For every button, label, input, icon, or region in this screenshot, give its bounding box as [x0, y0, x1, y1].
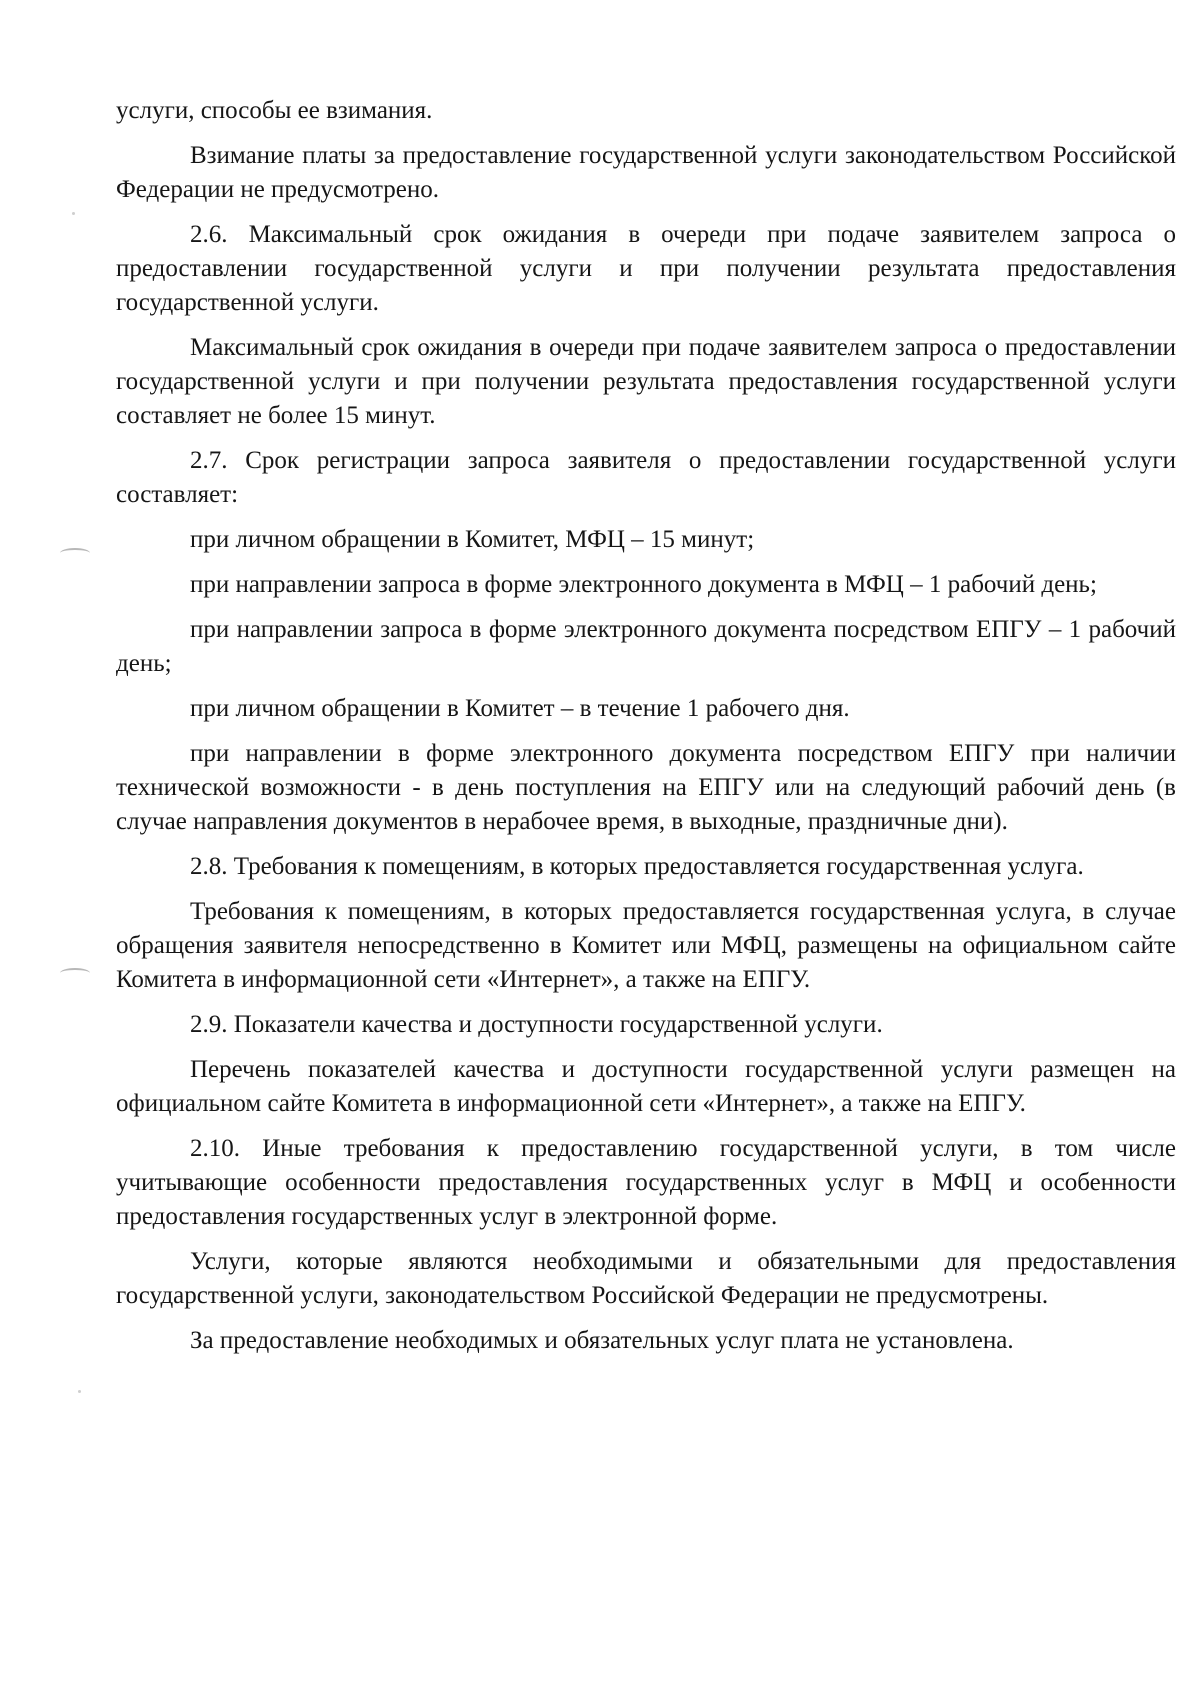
scan-artifact [60, 968, 90, 978]
paragraph: услуги, способы ее взимания. [116, 97, 433, 124]
section-heading-2-8: 2.8. Требования к помещениям, в которых предоставляется государственная услуга. [190, 853, 1084, 880]
paragraph: Услуги, которые являются необходимыми и обязательными для предоставления государственной услуги, законодательством Российской Федерации не предусмотрены. [116, 1248, 1176, 1309]
paragraph: Максимальный срок ожидания в очереди при подаче заявителем запроса о предоставлении государственной услуги и при получении результата предоставления государственной услуги составляет не более 15 минут. [116, 334, 1176, 429]
list-item: при направлении запроса в форме электронного документа посредством ЕПГУ – 1 рабочий день; [116, 616, 1176, 677]
list-item: при личном обращении в Комитет, МФЦ – 15 минут; [190, 526, 755, 553]
list-item: при направлении запроса в форме электронного документа в МФЦ – 1 рабочий день; [190, 571, 1097, 598]
section-heading-2-10: 2.10. Иные требования к предоставлению государственной услуги, в том числе учитывающие особенности предоставления государственных услуг в МФЦ и особенности предоставления государственных услуг в электронной форме. [116, 1135, 1176, 1230]
paragraph: Перечень показателей качества и доступности государственной услуги размещен на официальном сайте Комитета в информационной сети «Интернет», а также на ЕПГУ. [116, 1056, 1176, 1117]
section-heading-2-6: 2.6. Максимальный срок ожидания в очереди при подаче заявителем запроса о предоставлении государственной услуги и при получении результата предоставления государственной услуги. [116, 221, 1176, 316]
list-item: при направлении в форме электронного документа посредством ЕПГУ при наличии технической возможности - в день поступления на ЕПГУ или на следующий рабочий день (в случае направления документов в нерабочее время, в выходные, праздничные дни). [116, 740, 1176, 835]
paragraph: За предоставление необходимых и обязательных услуг плата не установлена. [190, 1327, 1014, 1354]
scan-artifact [60, 548, 90, 558]
document-body [116, 94, 1176, 1369]
paragraph: Взимание платы за предоставление государственной услуги законодательством Российской Федерации не предусмотрено. [116, 142, 1176, 203]
paragraph: Требования к помещениям, в которых предоставляется государственная услуга, в случае обращения заявителя непосредственно в Комитет или МФЦ, размещены на официальном сайте Комитета в информационной сети «Интернет», а также на ЕПГУ. [116, 898, 1176, 993]
section-heading-2-7: 2.7. Срок регистрации запроса заявителя о предоставлении государственной услуги составляет: [116, 447, 1176, 508]
section-heading-2-9: 2.9. Показатели качества и доступности государственной услуги. [190, 1011, 883, 1038]
scan-artifact [72, 212, 75, 215]
list-item: при личном обращении в Комитет – в течение 1 рабочего дня. [190, 695, 850, 722]
scan-artifact [78, 1390, 81, 1393]
